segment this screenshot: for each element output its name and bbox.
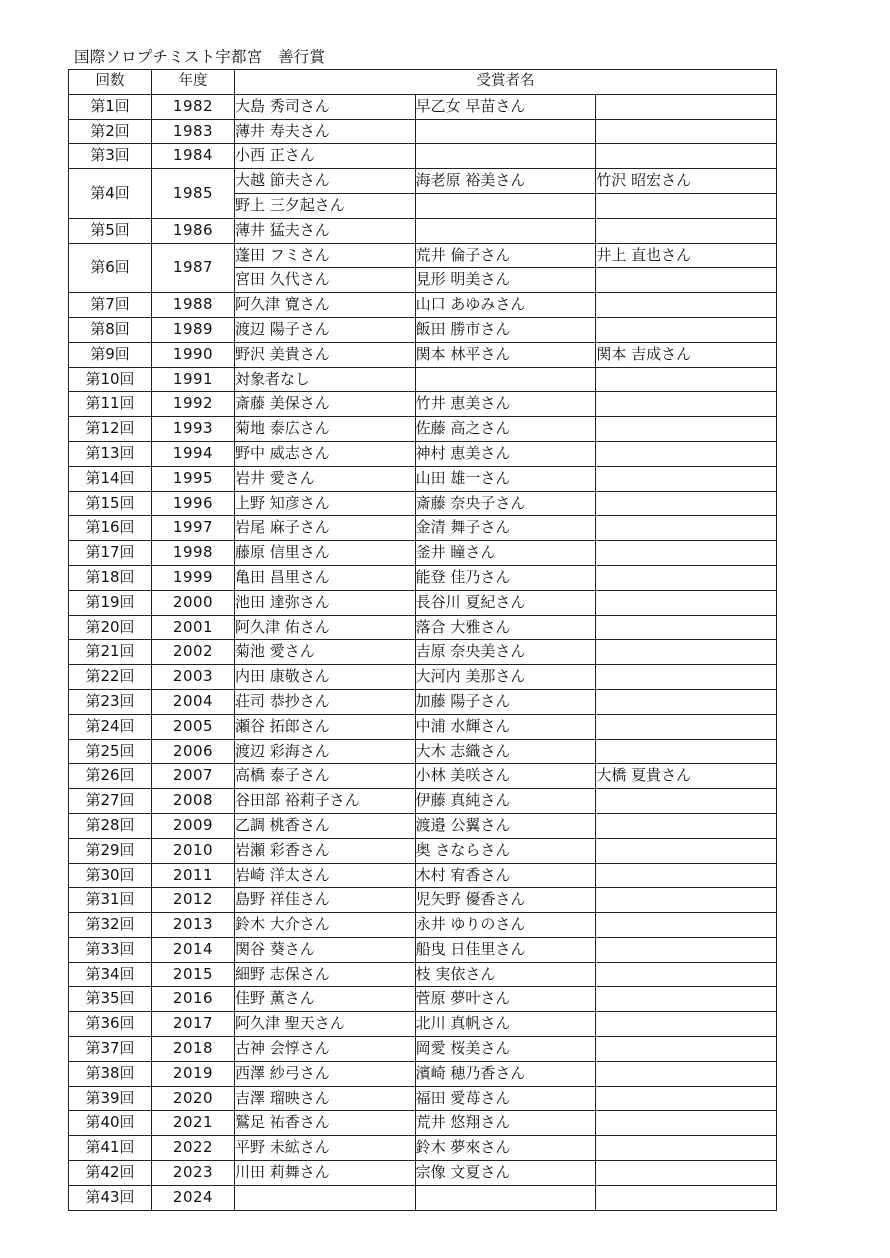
recipient-name-cell: 乙調 桃香さん (235, 813, 416, 838)
recipient-name-cell (596, 144, 777, 169)
year-cell: 2020 (152, 1086, 235, 1111)
year-cell: 2001 (152, 615, 235, 640)
recipient-name-cell: 大橋 夏貴さん (596, 764, 777, 789)
round-cell: 第31回 (69, 888, 152, 913)
table-row (69, 293, 777, 318)
table-row (69, 119, 777, 144)
recipient-name-cell: 大越 節夫さん (235, 169, 416, 194)
recipient-name-cell: 海老原 裕美さん (415, 169, 596, 194)
recipient-name-cell (596, 640, 777, 665)
table-row (69, 541, 777, 566)
recipient-name-cell: 渡邉 公翼さん (415, 813, 596, 838)
round-cell: 第6回 (69, 243, 152, 293)
recipient-name-cell: 宮田 久代さん (235, 268, 416, 293)
recipient-name-cell: 島野 祥佳さん (235, 888, 416, 913)
table-row (69, 863, 777, 888)
round-cell: 第10回 (69, 367, 152, 392)
recipient-name-cell (596, 1185, 777, 1210)
round-cell: 第21回 (69, 640, 152, 665)
recipient-name-cell (596, 516, 777, 541)
recipient-name-cell: 鈴木 大介さん (235, 913, 416, 938)
round-cell: 第37回 (69, 1037, 152, 1062)
recipient-name-cell (596, 789, 777, 814)
recipient-name-cell (596, 689, 777, 714)
recipient-name-cell (596, 987, 777, 1012)
recipient-name-cell: 鈴木 夢來さん (415, 1136, 596, 1161)
recipient-name-cell: 野上 三夕起さん (235, 193, 416, 218)
recipient-name-cell (596, 565, 777, 590)
recipient-name-cell (596, 739, 777, 764)
year-cell: 2023 (152, 1161, 235, 1186)
year-cell: 1991 (152, 367, 235, 392)
recipient-name-cell: 鷲足 祐香さん (235, 1111, 416, 1136)
recipient-name-cell (596, 1086, 777, 1111)
year-cell: 1989 (152, 317, 235, 342)
table-row (69, 144, 777, 169)
recipient-name-cell: 大木 志織さん (415, 739, 596, 764)
recipient-name-cell: 内田 康敬さん (235, 665, 416, 690)
round-cell: 第34回 (69, 962, 152, 987)
table-row (69, 962, 777, 987)
year-cell: 2002 (152, 640, 235, 665)
year-cell: 1992 (152, 392, 235, 417)
table-row (69, 590, 777, 615)
recipient-name-cell: 吉澤 瑠映さん (235, 1086, 416, 1111)
recipient-name-cell: 野沢 美貴さん (235, 342, 416, 367)
round-cell: 第32回 (69, 913, 152, 938)
recipient-name-cell (415, 1185, 596, 1210)
year-cell: 2011 (152, 863, 235, 888)
year-cell: 2024 (152, 1185, 235, 1210)
year-cell: 1993 (152, 417, 235, 442)
recipient-name-cell: 阿久津 聖天さん (235, 1012, 416, 1037)
year-cell: 2017 (152, 1012, 235, 1037)
table-row (69, 615, 777, 640)
round-cell: 第42回 (69, 1161, 152, 1186)
recipient-name-cell (596, 937, 777, 962)
recipient-name-cell: 竹沢 昭宏さん (596, 169, 777, 194)
recipient-name-cell: 佳野 薫さん (235, 987, 416, 1012)
recipient-name-cell (596, 268, 777, 293)
year-cell: 2005 (152, 714, 235, 739)
table-row (69, 169, 777, 194)
recipient-name-cell (596, 218, 777, 243)
table-row (69, 218, 777, 243)
year-cell: 2013 (152, 913, 235, 938)
table-row (69, 1136, 777, 1161)
round-cell: 第2回 (69, 119, 152, 144)
recipient-name-cell: 落合 大雅さん (415, 615, 596, 640)
recipient-name-cell: 伊藤 真純さん (415, 789, 596, 814)
year-cell: 1988 (152, 293, 235, 318)
year-cell: 1999 (152, 565, 235, 590)
year-cell: 1994 (152, 441, 235, 466)
recipient-name-cell: 加藤 陽子さん (415, 689, 596, 714)
recipient-name-cell: 菊地 泰広さん (235, 417, 416, 442)
recipients-column-header: 受賞者名 (235, 70, 777, 95)
recipient-name-cell: 斎藤 美保さん (235, 392, 416, 417)
round-cell: 第14回 (69, 466, 152, 491)
round-cell: 第9回 (69, 342, 152, 367)
recipient-name-cell (596, 1061, 777, 1086)
recipient-name-cell (596, 367, 777, 392)
round-cell: 第13回 (69, 441, 152, 466)
recipient-name-cell (596, 1037, 777, 1062)
round-cell: 第1回 (69, 94, 152, 119)
recipient-name-cell: 阿久津 寛さん (235, 293, 416, 318)
recipient-name-cell: 長谷川 夏紀さん (415, 590, 596, 615)
table-row (69, 789, 777, 814)
table-row (69, 417, 777, 442)
recipient-name-cell: 釜井 瞳さん (415, 541, 596, 566)
table-row (69, 342, 777, 367)
table-row (69, 937, 777, 962)
recipient-name-cell: 福田 愛苺さん (415, 1086, 596, 1111)
table-row (69, 739, 777, 764)
recipient-name-cell: 岩尾 麻子さん (235, 516, 416, 541)
round-cell: 第24回 (69, 714, 152, 739)
recipient-name-cell: 関谷 葵さん (235, 937, 416, 962)
round-cell: 第25回 (69, 739, 152, 764)
round-cell: 第7回 (69, 293, 152, 318)
year-cell: 2006 (152, 739, 235, 764)
recipient-name-cell (596, 1012, 777, 1037)
recipient-name-cell: 藤原 信里さん (235, 541, 416, 566)
table-row (69, 987, 777, 1012)
round-cell: 第36回 (69, 1012, 152, 1037)
recipient-name-cell: 岩瀬 彩香さん (235, 838, 416, 863)
round-cell: 第23回 (69, 689, 152, 714)
table-header (69, 70, 777, 95)
awards-table (68, 69, 777, 1211)
table-row (69, 1111, 777, 1136)
recipient-name-cell: 岩井 愛さん (235, 466, 416, 491)
recipient-name-cell: 吉原 奈央美さん (415, 640, 596, 665)
recipient-name-cell (596, 466, 777, 491)
recipient-name-cell: 荒井 倫子さん (415, 243, 596, 268)
table-body (69, 94, 777, 1210)
recipient-name-cell: 谷田部 裕莉子さん (235, 789, 416, 814)
table-row (69, 466, 777, 491)
recipient-name-cell: 野中 威志さん (235, 441, 416, 466)
round-cell: 第41回 (69, 1136, 152, 1161)
recipient-name-cell: 山口 あゆみさん (415, 293, 596, 318)
year-cell: 2004 (152, 689, 235, 714)
recipient-name-cell: 奥 さならさん (415, 838, 596, 863)
round-cell: 第22回 (69, 665, 152, 690)
round-cell: 第30回 (69, 863, 152, 888)
table-row (69, 813, 777, 838)
round-cell: 第5回 (69, 218, 152, 243)
recipient-name-cell: 大河内 美那さん (415, 665, 596, 690)
round-cell: 第3回 (69, 144, 152, 169)
table-row (69, 1185, 777, 1210)
round-cell: 第15回 (69, 491, 152, 516)
year-cell: 1982 (152, 94, 235, 119)
year-cell: 1995 (152, 466, 235, 491)
round-cell: 第43回 (69, 1185, 152, 1210)
recipient-name-cell: 枝 実依さん (415, 962, 596, 987)
recipient-name-cell: 渡辺 陽子さん (235, 317, 416, 342)
recipient-name-cell (596, 119, 777, 144)
table-row (69, 392, 777, 417)
recipient-name-cell: 北川 真帆さん (415, 1012, 596, 1037)
recipient-name-cell (596, 838, 777, 863)
recipient-name-cell: 関本 林平さん (415, 342, 596, 367)
recipient-name-cell: 岡愛 桜美さん (415, 1037, 596, 1062)
recipient-name-cell: 西澤 紗弓さん (235, 1061, 416, 1086)
year-cell: 1985 (152, 169, 235, 219)
recipient-name-cell: 小西 正さん (235, 144, 416, 169)
table-row (69, 94, 777, 119)
year-cell: 2003 (152, 665, 235, 690)
year-column-header: 年度 (152, 70, 235, 95)
table-row (69, 640, 777, 665)
recipient-name-cell (596, 441, 777, 466)
recipient-name-cell (415, 119, 596, 144)
table-row (69, 888, 777, 913)
recipient-name-cell (596, 293, 777, 318)
recipient-name-cell: 亀田 昌里さん (235, 565, 416, 590)
recipient-name-cell (596, 417, 777, 442)
year-cell: 2019 (152, 1061, 235, 1086)
table-row (69, 367, 777, 392)
recipient-name-cell: 宗像 文夏さん (415, 1161, 596, 1186)
year-cell: 1986 (152, 218, 235, 243)
recipient-name-cell (596, 615, 777, 640)
recipient-name-cell: 渡辺 彩海さん (235, 739, 416, 764)
recipient-name-cell: 金清 舞子さん (415, 516, 596, 541)
recipient-name-cell (235, 1185, 416, 1210)
year-cell: 2021 (152, 1111, 235, 1136)
recipient-name-cell: 高橋 泰子さん (235, 764, 416, 789)
recipient-name-cell: 木村 宥香さん (415, 863, 596, 888)
recipient-name-cell (596, 863, 777, 888)
recipient-name-cell: 上野 知彦さん (235, 491, 416, 516)
round-cell: 第8回 (69, 317, 152, 342)
recipient-name-cell (596, 94, 777, 119)
recipient-name-cell: 神村 恵美さん (415, 441, 596, 466)
year-cell: 2018 (152, 1037, 235, 1062)
recipient-name-cell: 斎藤 奈央子さん (415, 491, 596, 516)
year-cell: 2016 (152, 987, 235, 1012)
recipient-name-cell (596, 888, 777, 913)
round-cell: 第19回 (69, 590, 152, 615)
round-cell: 第26回 (69, 764, 152, 789)
recipient-name-cell: 対象者なし (235, 367, 416, 392)
recipient-name-cell: 瀬谷 拓郎さん (235, 714, 416, 739)
year-cell: 2007 (152, 764, 235, 789)
round-cell: 第16回 (69, 516, 152, 541)
recipient-name-cell: 川田 莉舞さん (235, 1161, 416, 1186)
recipient-name-cell (596, 590, 777, 615)
year-cell: 1990 (152, 342, 235, 367)
table-row (69, 1037, 777, 1062)
recipient-name-cell: 竹井 恵美さん (415, 392, 596, 417)
recipient-name-cell (596, 193, 777, 218)
round-cell: 第12回 (69, 417, 152, 442)
recipient-name-cell: 佐藤 高之さん (415, 417, 596, 442)
recipient-name-cell: 大島 秀司さん (235, 94, 416, 119)
round-cell: 第33回 (69, 937, 152, 962)
round-cell: 第38回 (69, 1061, 152, 1086)
recipient-name-cell: 山田 雄一さん (415, 466, 596, 491)
round-cell: 第40回 (69, 1111, 152, 1136)
recipient-name-cell: 濱崎 穂乃香さん (415, 1061, 596, 1086)
round-cell: 第28回 (69, 813, 152, 838)
year-cell: 2000 (152, 590, 235, 615)
year-cell: 2014 (152, 937, 235, 962)
recipient-name-cell (596, 913, 777, 938)
table-row (69, 838, 777, 863)
table-row (69, 1086, 777, 1111)
round-cell: 第4回 (69, 169, 152, 219)
table-row (69, 1161, 777, 1186)
recipient-name-cell: 荘司 恭抄さん (235, 689, 416, 714)
year-cell: 2015 (152, 962, 235, 987)
recipient-name-cell (596, 317, 777, 342)
recipient-name-cell (596, 714, 777, 739)
recipient-name-cell (415, 193, 596, 218)
recipient-name-cell: 中浦 水輝さん (415, 714, 596, 739)
recipient-name-cell: 薄井 猛夫さん (235, 218, 416, 243)
year-cell: 2012 (152, 888, 235, 913)
table-row (69, 689, 777, 714)
recipient-name-cell: 関本 吉成さん (596, 342, 777, 367)
table-row (69, 491, 777, 516)
recipient-name-cell: 平野 未絋さん (235, 1136, 416, 1161)
year-cell: 1984 (152, 144, 235, 169)
table-row (69, 1012, 777, 1037)
recipient-name-cell (596, 813, 777, 838)
table-row (69, 1061, 777, 1086)
year-cell: 1997 (152, 516, 235, 541)
recipient-name-cell: 永井 ゆりのさん (415, 913, 596, 938)
round-cell: 第11回 (69, 392, 152, 417)
recipient-name-cell: 細野 志保さん (235, 962, 416, 987)
table-row (69, 441, 777, 466)
round-cell: 第29回 (69, 838, 152, 863)
recipient-name-cell: 荒井 悠翔さん (415, 1111, 596, 1136)
recipient-name-cell (596, 962, 777, 987)
year-cell: 2010 (152, 838, 235, 863)
recipient-name-cell (596, 392, 777, 417)
recipient-name-cell: 菅原 夢叶さん (415, 987, 596, 1012)
recipient-name-cell: 小林 美咲さん (415, 764, 596, 789)
recipient-name-cell: 薄井 寿夫さん (235, 119, 416, 144)
recipient-name-cell: 阿久津 佑さん (235, 615, 416, 640)
recipient-name-cell: 菊池 愛さん (235, 640, 416, 665)
year-cell: 2022 (152, 1136, 235, 1161)
year-cell: 1996 (152, 491, 235, 516)
recipient-name-cell (415, 144, 596, 169)
round-cell: 第17回 (69, 541, 152, 566)
year-cell: 2009 (152, 813, 235, 838)
round-column-header: 回数 (69, 70, 152, 95)
recipient-name-cell: 井上 直也さん (596, 243, 777, 268)
recipient-name-cell: 能登 佳乃さん (415, 565, 596, 590)
recipient-name-cell: 早乙女 早苗さん (415, 94, 596, 119)
header-row (69, 70, 777, 95)
year-cell: 1998 (152, 541, 235, 566)
year-cell: 1983 (152, 119, 235, 144)
recipient-name-cell (596, 491, 777, 516)
table-row (69, 516, 777, 541)
round-cell: 第18回 (69, 565, 152, 590)
round-cell: 第27回 (69, 789, 152, 814)
recipient-name-cell: 見形 明美さん (415, 268, 596, 293)
table-row (69, 913, 777, 938)
recipient-name-cell: 岩崎 洋太さん (235, 863, 416, 888)
recipient-name-cell: 船曳 日佳里さん (415, 937, 596, 962)
recipient-name-cell (596, 665, 777, 690)
table-row (69, 243, 777, 268)
recipient-name-cell: 児矢野 優香さん (415, 888, 596, 913)
round-cell: 第20回 (69, 615, 152, 640)
year-cell: 1987 (152, 243, 235, 293)
recipient-name-cell: 池田 達弥さん (235, 590, 416, 615)
recipient-name-cell (415, 218, 596, 243)
recipient-name-cell: 飯田 勝市さん (415, 317, 596, 342)
table-row (69, 764, 777, 789)
table-row (69, 665, 777, 690)
table-row (69, 714, 777, 739)
round-cell: 第39回 (69, 1086, 152, 1111)
recipient-name-cell: 蓬田 フミさん (235, 243, 416, 268)
recipient-name-cell: 古神 会惇さん (235, 1037, 416, 1062)
year-cell: 2008 (152, 789, 235, 814)
recipient-name-cell (415, 367, 596, 392)
page-title: 国際ソロプチミスト宇都宮 善行賞 (74, 48, 326, 66)
recipient-name-cell (596, 1111, 777, 1136)
table-row (69, 317, 777, 342)
round-cell: 第35回 (69, 987, 152, 1012)
table-row (69, 565, 777, 590)
recipient-name-cell (596, 1136, 777, 1161)
recipient-name-cell (596, 1161, 777, 1186)
recipient-name-cell (596, 541, 777, 566)
